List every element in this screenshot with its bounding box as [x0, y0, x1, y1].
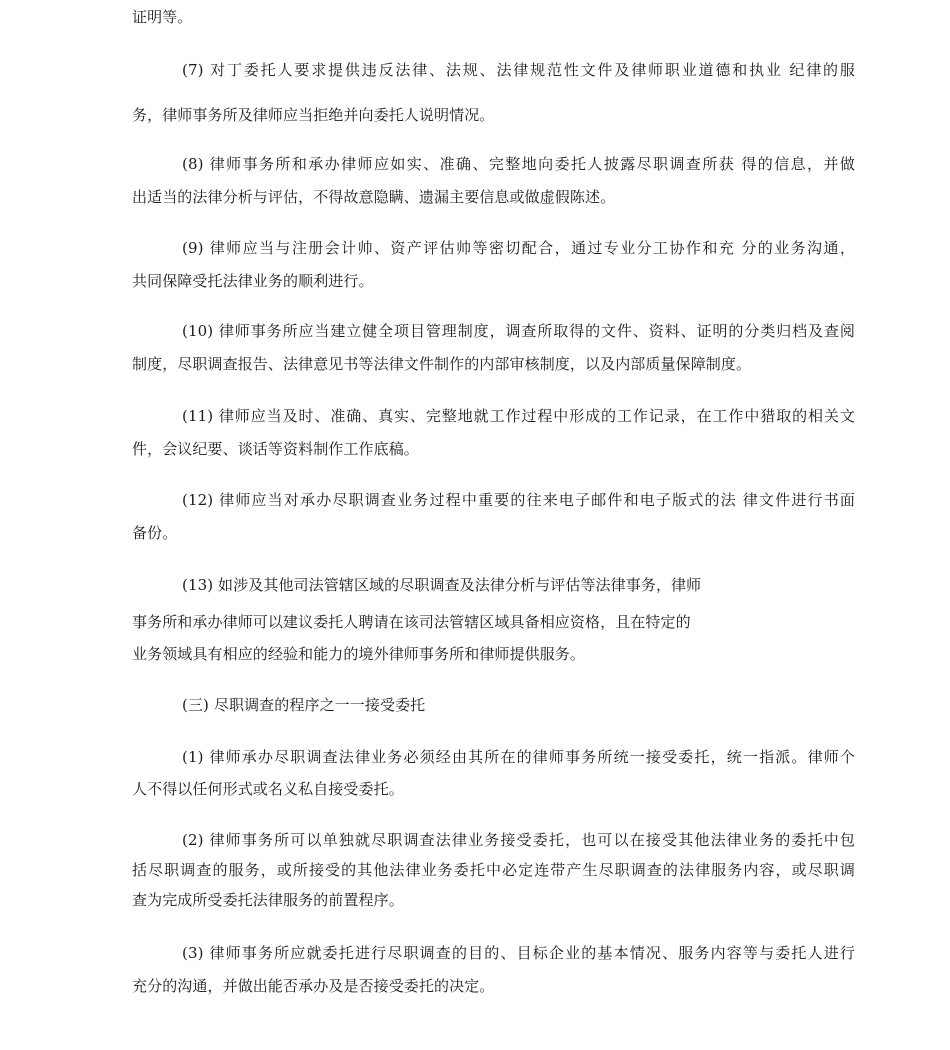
text-line: (10) 律师事务所应当建立健全项目管理制度，调查所取得的文件、资料、证明的分类归档及查阅 [182, 322, 855, 340]
text-line: 事务所和承办律师可以建议委托人聘请在该司法管辖区域具备相应资格，且在特定的 [132, 613, 691, 631]
text-line: 制度，尽职调查报告、法律意见书等法律文件制作的内部审核制度，以及内部质量保障制度。 [132, 355, 752, 373]
text-line: 查为完成所受委托法律服务的前置程序。 [132, 891, 404, 909]
text-line: (11) 律师应当及时、准确、真实、完整地就工作过程中形成的工作记录，在工作中猎取的相关文 [182, 407, 855, 425]
section-heading: (三) 尽职调查的程序之一一接受委托 [182, 696, 426, 714]
text-line: 括尽职调查的服务，或所接受的其他法律业务委托中必定连带产生尽职调查的法律服务内容，或尽职调 [132, 861, 855, 879]
text-line: (3) 律师事务所应就委托进行尽职调查的目的、目标企业的基本情况、服务内容等与委托人进行 [182, 944, 855, 962]
text-line: 备份。 [132, 524, 178, 542]
text-line: 件，会议纪要、谈话等资料制作工作底稿。 [132, 440, 419, 458]
text-line: 人不得以任何形式或名义私自接受委托。 [132, 780, 404, 798]
text-line: (8) 律师事务所和承办律师应如实、准确、完整地向委托人披露尽职调查所获 得的信息，并做 [182, 155, 855, 173]
text-line: (7) 对丁委托人要求提供违反法律、法规、法律规范性文件及律师职业道德和执业 纪律的服 [182, 61, 855, 79]
text-line: 务，律师事务所及律师应当拒绝并向委托人说明情况。 [132, 106, 495, 124]
text-line: (13) 如涉及其他司法管辖区域的尽职调查及法律分析与评估等法律事务，律师 [182, 576, 702, 594]
text-line: (2) 律师事务所可以单独就尽职调查法律业务接受委托，也可以在接受其他法律业务的委托中包 [182, 831, 855, 849]
text-line: 充分的沟通，并做出能否承办及是否接受委托的决定。 [132, 977, 495, 995]
text-line: (1) 律师承办尽职调查法律业务必须经由其所在的律师事务所统一接受委托，统一指派。律师个 [182, 748, 855, 766]
text-line: 业务领域具有相应的经验和能力的境外律师事务所和律师提供服务。 [132, 645, 586, 663]
text-line: (9) 律师应当与注册会计帅、资产评估帅等密切配合，通过专业分工协作和充 分的业务沟通， [182, 239, 855, 257]
text-line: 出适当的法律分析与评估，不得故意隐瞒、遗漏主要信息或做虚假陈述。 [132, 188, 616, 206]
text-line: (12) 律师应当对承办尽职调查业务过程中重要的往来电子邮件和电子版式的法 律文件进行书面 [182, 491, 855, 509]
text-line: 共同保障受托法律业务的顺利进行。 [132, 272, 374, 290]
text-line: 证明等。 [132, 8, 193, 26]
